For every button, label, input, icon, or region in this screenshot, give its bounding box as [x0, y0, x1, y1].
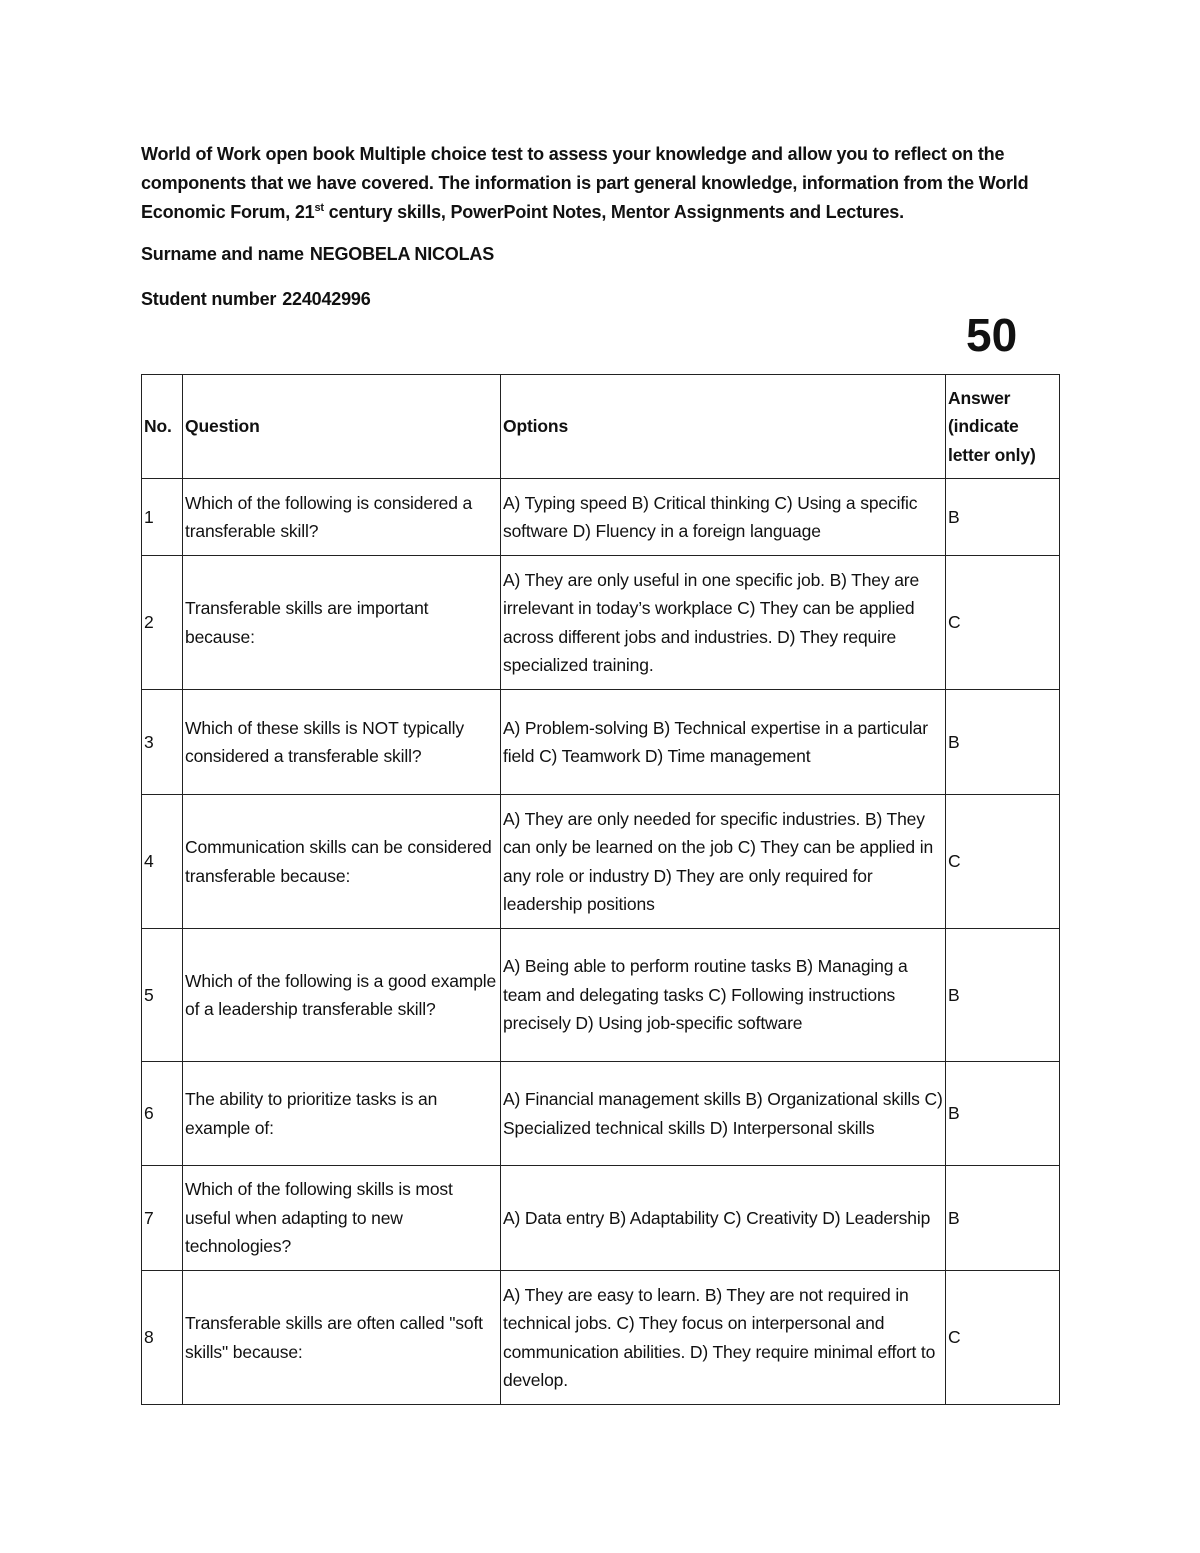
header-no: No. — [142, 375, 183, 479]
row-answer[interactable]: B — [946, 929, 1060, 1062]
student-number-value: 224042996 — [282, 289, 371, 309]
row-question: Transferable skills are often called "soft skills" because: — [183, 1271, 501, 1405]
row-question: Which of the following skills is most useful when adapting to new technologies? — [183, 1166, 501, 1271]
row-number: 8 — [142, 1271, 183, 1405]
name-field — [141, 244, 494, 265]
row-number: 7 — [142, 1166, 183, 1271]
intro-text-part1: World of Work open book Multiple choice test to assess your knowledge and allow you to reflect on the components that we have covered. The information is part general knowledge, information from the World Economic Forum, 21 — [141, 144, 1029, 222]
row-question: Which of these skills is NOT typically considered a transferable skill? — [183, 690, 501, 795]
score-mark: 50 — [966, 309, 1018, 361]
name-label: Surname and name — [141, 244, 304, 264]
row-number: 4 — [142, 795, 183, 929]
row-answer[interactable]: B — [946, 690, 1060, 795]
row-answer[interactable]: C — [946, 556, 1060, 690]
row-number: 1 — [142, 479, 183, 556]
table-row — [142, 1062, 1060, 1166]
table-row — [142, 929, 1060, 1062]
row-number: 6 — [142, 1062, 183, 1166]
header-question: Question — [183, 375, 501, 479]
table-header-row — [142, 375, 1060, 479]
row-question: Communication skills can be considered transferable because: — [183, 795, 501, 929]
table-row — [142, 690, 1060, 795]
row-question: The ability to prioritize tasks is an example of: — [183, 1062, 501, 1166]
row-answer[interactable]: C — [946, 795, 1060, 929]
row-options: A) Financial management skills B) Organizational skills C) Specialized technical skills D) Interpersonal skills — [501, 1062, 946, 1166]
row-answer[interactable]: C — [946, 1271, 1060, 1405]
header-answer: Answer (indicate letter only) — [946, 375, 1060, 479]
row-answer[interactable]: B — [946, 1166, 1060, 1271]
row-number: 5 — [142, 929, 183, 1062]
table-row — [142, 556, 1060, 690]
table-row — [142, 479, 1060, 556]
row-question: Which of the following is considered a transferable skill? — [183, 479, 501, 556]
row-options: A) Problem-solving B) Technical expertise in a particular field C) Teamwork D) Time management — [501, 690, 946, 795]
row-number: 2 — [142, 556, 183, 690]
row-question: Which of the following is a good example of a leadership transferable skill? — [183, 929, 501, 1062]
intro-text-part2: century skills, PowerPoint Notes, Mentor Assignments and Lectures. — [323, 202, 904, 222]
row-options: A) They are only needed for specific industries. B) They can only be learned on the job C) They can be applied in any role or industry D) They are only required for leadership positions — [501, 795, 946, 929]
header-options: Options — [501, 375, 946, 479]
row-options: A) Being able to perform routine tasks B) Managing a team and delegating tasks C) Following instructions precisely D) Using job-specific software — [501, 929, 946, 1062]
intro-superscript: st — [314, 202, 324, 214]
row-options: A) Data entry B) Adaptability C) Creativity D) Leadership — [501, 1166, 946, 1271]
table-row — [142, 1271, 1060, 1405]
row-number: 3 — [142, 690, 183, 795]
student-number-label: Student number — [141, 289, 277, 309]
row-answer[interactable]: B — [946, 479, 1060, 556]
table-row — [142, 795, 1060, 929]
table-row — [142, 1166, 1060, 1271]
name-value: NEGOBELA NICOLAS — [309, 244, 494, 264]
row-options: A) They are easy to learn. B) They are not required in technical jobs. C) They focus on interpersonal and communication abilities. D) They require minimal effort to develop. — [501, 1271, 946, 1405]
intro-paragraph — [141, 140, 1061, 227]
row-question: Transferable skills are important because: — [183, 556, 501, 690]
row-answer[interactable]: B — [946, 1062, 1060, 1166]
row-options: A) Typing speed B) Critical thinking C) Using a specific software D) Fluency in a foreign language — [501, 479, 946, 556]
quiz-table — [141, 374, 1060, 1405]
row-options: A) They are only useful in one specific job. B) They are irrelevant in today’s workplace C) They can be applied across different jobs and industries. D) They require specialized training. — [501, 556, 946, 690]
student-number-field — [141, 289, 371, 310]
